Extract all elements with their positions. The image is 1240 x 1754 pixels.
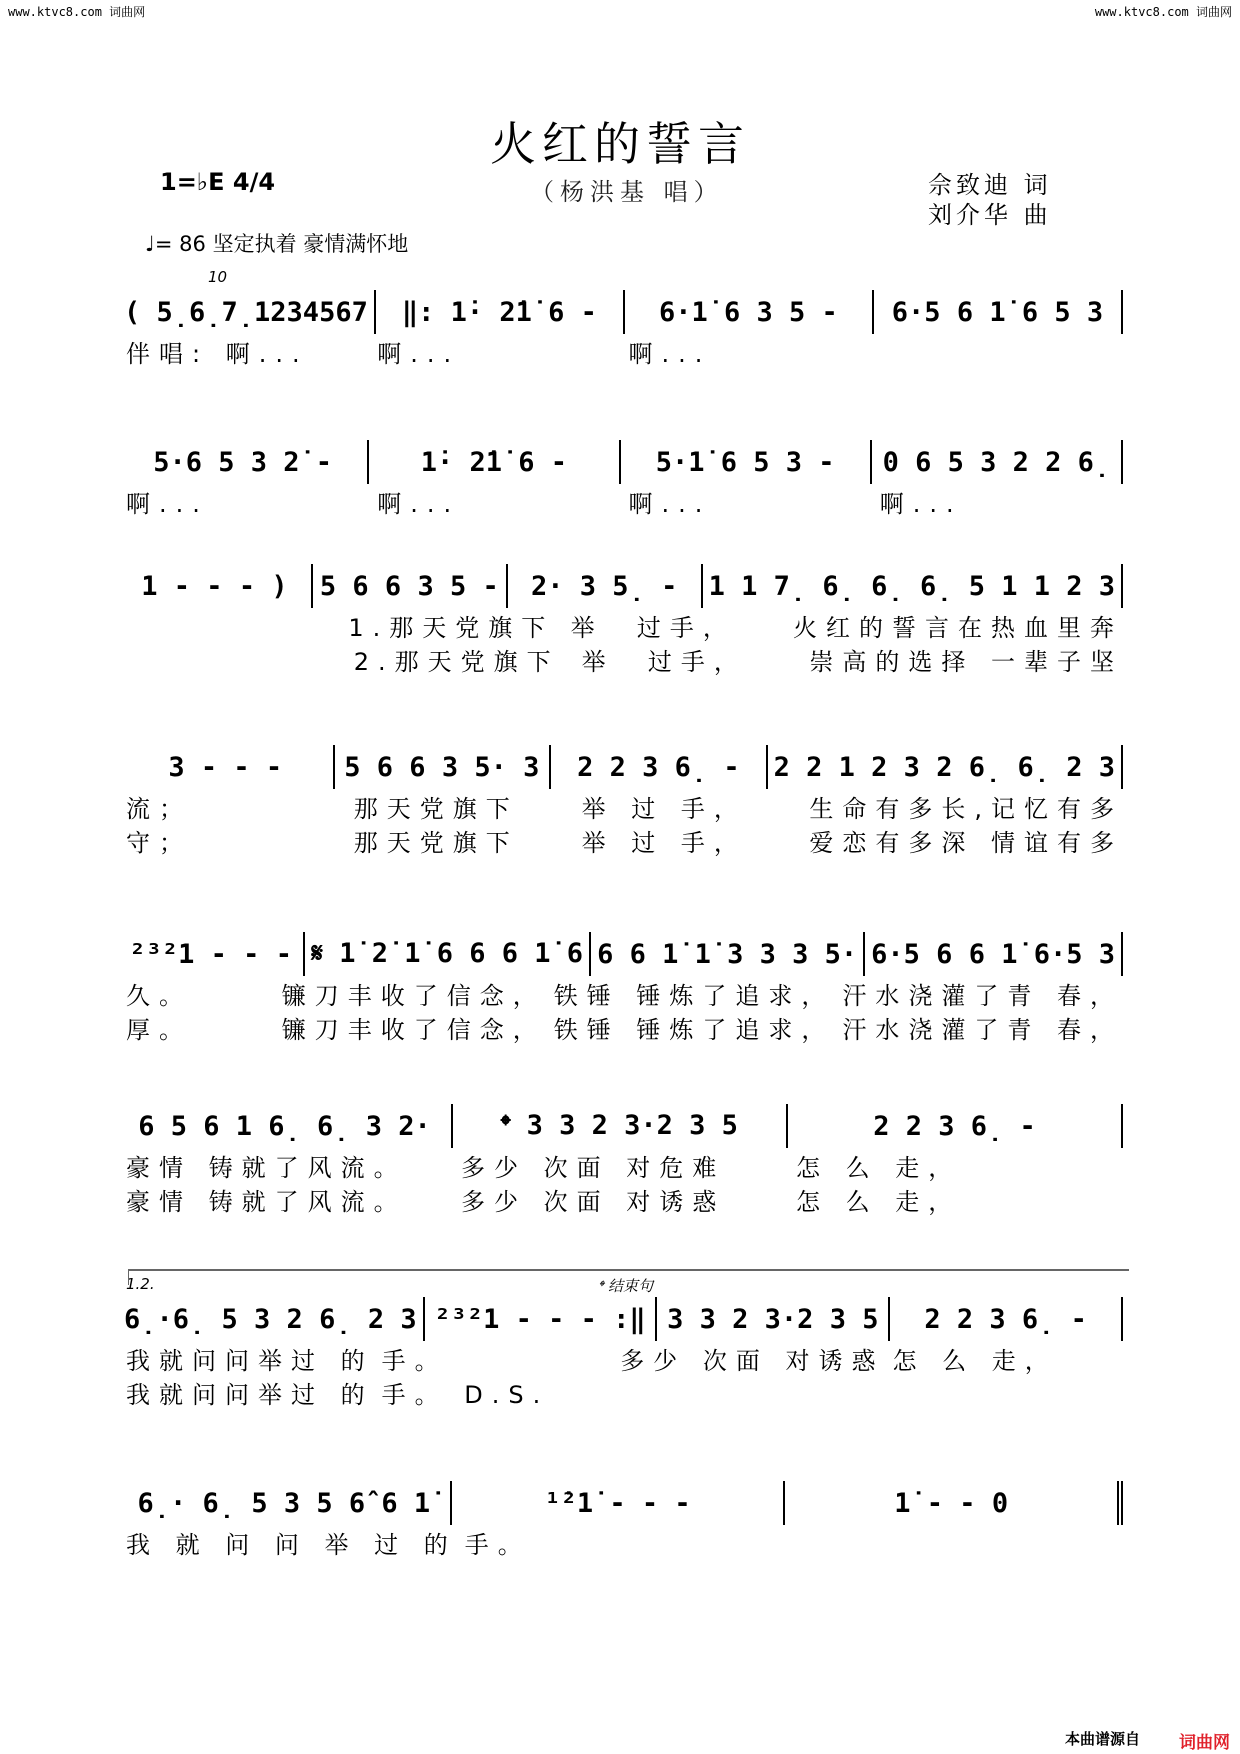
score-mark: 10: [208, 268, 228, 286]
singer: （杨洪基 唱）: [530, 178, 724, 206]
staff-row: [118, 1481, 1123, 1559]
lyric-segment: 流；: [126, 794, 192, 823]
lyric-segment: 怎 么 走，: [892, 1346, 1058, 1375]
volta-bracket: [128, 1269, 1129, 1285]
measure: ²³²1 - - - :‖: [425, 1297, 658, 1341]
lyrics-line: [118, 1341, 1123, 1375]
notes-line: [118, 745, 1123, 789]
lyrics-line: [118, 484, 1123, 518]
measure: 1 1 7̣ 6̣ 6̣ 6̣ 5 1 1 2 3: [703, 564, 1123, 608]
tempo-marking: ♩= 86 坚定执着 豪情满怀地: [145, 232, 409, 256]
score-mark: 𝄌 结束句: [598, 1277, 653, 1295]
lyric-segment: 爱恋有多深 情谊有多: [809, 828, 1123, 857]
key-signature: 1=♭E 4/4: [160, 168, 276, 196]
watermark-right: www.ktvc8.com 词曲网: [1094, 5, 1232, 19]
measure: 2 2 3 6̣ -: [788, 1104, 1123, 1148]
lyric-segment: 1.那天党旗下: [348, 613, 555, 642]
lyric-segment: 怎 么 走，: [796, 1153, 962, 1182]
notes-line: [118, 440, 1123, 484]
lyric-segment: 我 就 问 问 举 过 的: [126, 1530, 457, 1559]
notes-line: [118, 932, 1123, 976]
lyrics-line: [118, 334, 1123, 368]
notes-line: [118, 1297, 1123, 1341]
measure: 6·5 6 6 1̇ 6·5 3: [865, 932, 1123, 976]
lyric-segment: 啊...: [879, 489, 963, 518]
lyric-segment: 举 过 手，: [581, 794, 747, 823]
lyric-segment: 手。: [464, 1530, 531, 1559]
measure: 2 2 3 6̣ -: [890, 1297, 1123, 1341]
lyric-segment: 啊...: [377, 489, 461, 518]
lyric-segment: 啊...: [126, 489, 209, 518]
lyrics-line: [118, 976, 1123, 1010]
lyrics-line: [118, 608, 1123, 642]
lyrics-line: [118, 1182, 1123, 1216]
lyric-segment: 手。: [381, 1346, 448, 1375]
lyric-segment: 举 过 手，: [581, 828, 747, 857]
lyric-segment: 举 过手，: [581, 647, 747, 676]
measure: 6̣·6̣ 5 3 2 6̣ 2 3: [118, 1297, 425, 1341]
lyric-segment: 多少 次面 对危难: [461, 1153, 726, 1182]
lyric-segment: 我就问问举过 的: [126, 1380, 374, 1409]
measure: 5 6 6 3 5 -: [313, 564, 508, 608]
lyric-segment: 豪情 铸就了风流。: [126, 1187, 407, 1216]
notes-line: [118, 1481, 1123, 1525]
lyrics-line: [118, 1148, 1123, 1182]
staff-row: [118, 268, 1123, 368]
notes-line: [118, 1104, 1123, 1148]
measure: ¹̇²1̇ - - -: [452, 1481, 786, 1525]
lyric-segment: 守；: [126, 828, 192, 857]
lyric-segment: 久。: [126, 981, 192, 1010]
lyrics-line: [118, 789, 1123, 823]
lyric-segment: 啊...: [628, 489, 712, 518]
measure: 1 - - - ): [118, 564, 313, 608]
measure: 1̇ - - 0: [785, 1481, 1123, 1525]
measure: 3 - - -: [118, 745, 335, 789]
measure: 0 6 5 3 2 2 6̣: [872, 440, 1123, 484]
notes-line: [118, 564, 1123, 608]
measure: 5·1̇ 6 5 3 -: [621, 440, 872, 484]
staff-row: [118, 745, 1123, 857]
lyric-segment: 生命有多长,记忆有多: [809, 794, 1123, 823]
measure: ( 5̣6̣7̣1234567: [118, 290, 376, 334]
lyric-segment: 铁锤 锤炼了追求，: [553, 1015, 835, 1044]
staff-row: [118, 1104, 1123, 1216]
measure: 1̇· 2̇1̇ 6 -: [369, 440, 620, 484]
lyric-segment: 多少 次面 对诱惑: [620, 1346, 885, 1375]
lyric-segment: 啊...: [377, 339, 461, 368]
lyric-segment: 崇高的选择 一辈子坚: [809, 647, 1123, 676]
lyric-segment: 手。 D.S.: [381, 1380, 550, 1409]
notes-line: [118, 290, 1123, 334]
measure: 𝄋 1̇ 2̇ 1̇ 6 6 6 1̇ 6: [305, 932, 591, 976]
lyric-segment: 豪情 铸就了风流。: [126, 1153, 407, 1182]
lyric-segment: 那天党旗下: [353, 794, 519, 823]
lyric-segment: 伴唱: 啊...: [126, 339, 309, 368]
lyric-segment: 汗水浇灌了青 春，: [842, 981, 1123, 1010]
staff-row: [118, 564, 1123, 676]
measure: 𝄌 3 3 2 3·2 3 5: [453, 1104, 788, 1148]
staff-row: [118, 440, 1123, 518]
lyric-segment: 那天党旗下: [353, 828, 519, 857]
lyric-segment: 火红的誓言在热血里奔: [792, 613, 1123, 642]
lyric-segment: 厚。: [126, 1015, 192, 1044]
score-mark: 1.2.: [126, 1275, 155, 1293]
measure: 5 6 6 3 5· 3: [335, 745, 552, 789]
song-title: 火红的誓言: [490, 117, 750, 171]
lyric-segment: 啊...: [628, 339, 712, 368]
watermark-left: www.ktvc8.com 词曲网: [8, 5, 146, 19]
measure: 3 3 2 3·2 3 5: [657, 1297, 890, 1341]
measure: 2 2 1 2 3 2 6̣ 6̣ 2 3: [768, 745, 1123, 789]
lyrics-line: [118, 823, 1123, 857]
lyrics-line: [118, 1010, 1123, 1044]
measure: 2 2 3 6̣ -: [551, 745, 768, 789]
lyric-segment: 镰刀丰收了信念，: [281, 1015, 546, 1044]
lyrics-line: [118, 1525, 1123, 1559]
lyric-segment: 镰刀丰收了信念，: [281, 981, 546, 1010]
lyric-segment: 多少 次面 对诱惑: [461, 1187, 726, 1216]
lyric-segment: 举 过手，: [570, 613, 736, 642]
lyricist: 佘致迪 词: [928, 171, 1052, 199]
measure: 6·1̇ 6 3 5 -: [625, 290, 874, 334]
measure: 6 5 6 1 6̣ 6̣ 3 2·: [118, 1104, 453, 1148]
measure: 5·6 5 3 2̇ -: [118, 440, 369, 484]
lyric-segment: 铁锤 锤炼了追求，: [553, 981, 835, 1010]
measure: ²³²1 - - -: [118, 932, 305, 976]
lyric-segment: 汗水浇灌了青 春，: [842, 1015, 1123, 1044]
staff-row: [118, 932, 1123, 1044]
lyrics-line: [118, 1375, 1123, 1409]
measure: 6 6 1̇ 1̇ 3 3 3 5·: [591, 932, 865, 976]
footer-source: 本曲谱源自: [1064, 1730, 1140, 1748]
lyric-segment: 我就问问举过 的: [126, 1346, 374, 1375]
lyrics-line: [118, 642, 1123, 676]
measure: 6̣· 6̣ 5 3 5 6̂ 6 1̇: [118, 1481, 452, 1525]
measure: 6·5 6 1̇ 6 5 3: [874, 290, 1123, 334]
footer-brand: 词曲网: [1179, 1733, 1230, 1753]
lyric-segment: 2.那天党旗下: [353, 647, 560, 676]
lyric-segment: 怎 么 走，: [796, 1187, 962, 1216]
staff-row: [118, 1275, 1123, 1409]
composer: 刘介华 曲: [928, 201, 1052, 229]
measure: 2· 3 5̣ -: [508, 564, 703, 608]
measure: ‖: 1̇· 2̇1̇ 6 -: [376, 290, 625, 334]
